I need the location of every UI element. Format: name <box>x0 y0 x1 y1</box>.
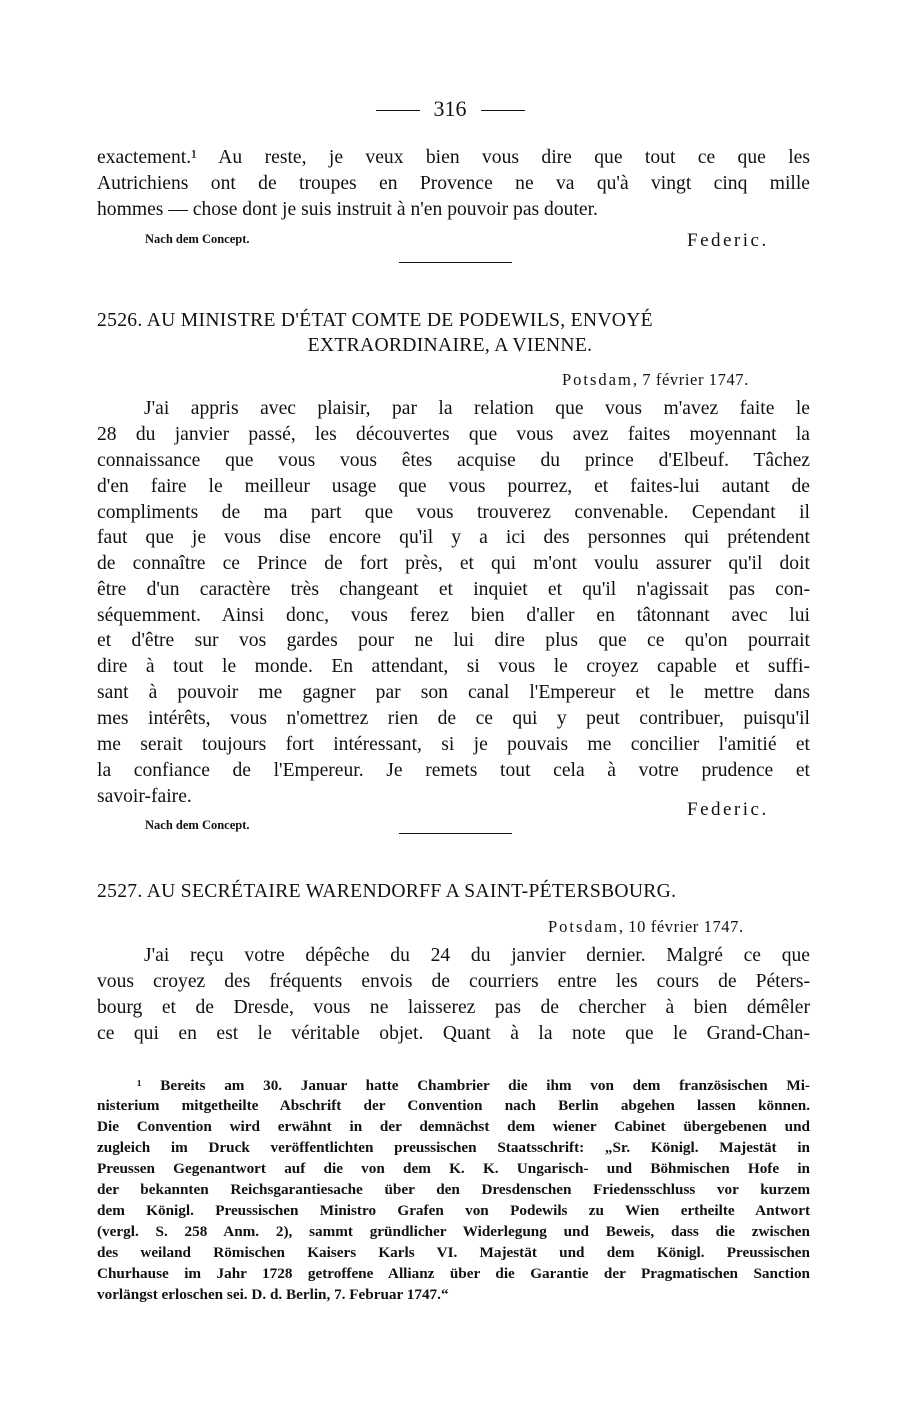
source-note: Nach dem Concept. <box>145 818 250 832</box>
letter-line: connaissance que vous vous êtes acquise du prince d'Elbeuf. Tâchez <box>97 450 810 471</box>
letter-line: dire à tout le monde. En attendant, si vous le croyez capable et suffi- <box>97 656 810 677</box>
letter-line: vous croyez des fréquents envois de courriers entre les cours de Péters- <box>97 971 810 992</box>
footnote-line: zugleich im Druck veröffentlichten preussischen Staatsschrift: „Sr. Königl. Majestät in <box>97 1139 810 1156</box>
letter-line <box>97 396 810 422</box>
header-dash-left <box>376 110 420 111</box>
section-divider <box>399 833 512 834</box>
letter-line: d'en faire le meilleur usage que vous pourrez, et faites-lui autant de <box>97 476 810 497</box>
dateline <box>562 370 749 390</box>
footnote-line: Die Convention wird erwähnt in der demnächst dem wiener Cabinet übergebenen und <box>97 1118 810 1135</box>
letter-line: et d'être sur vos gardes pour ne lui dire plus que ce qu'on pourrait <box>97 630 810 651</box>
page-number: 316 <box>433 96 467 121</box>
footnote-line: (vergl. S. 258 Anm. 2), sammt gründlicher Widerlegung und Beweis, dass die zwischen <box>97 1223 810 1240</box>
page-header <box>0 96 900 122</box>
dateline-date: , 7 février 1747. <box>632 370 749 389</box>
dateline <box>548 917 744 937</box>
letter-line: me serait toujours fort intéressant, si je pouvais me concilier l'amitié et <box>97 734 810 755</box>
signature: Federic. <box>687 230 769 251</box>
letter-line: bourg et de Dresde, vous ne laisserez pas de chercher à bien démêler <box>97 997 810 1018</box>
footnote-line: dem Königl. Preussischen Ministro Grafen von Podewils zu Wien ertheilte Antwort <box>97 1202 810 1219</box>
footnote-line: des weiland Römischen Kaisers Karls VI. Majestät und dem Königl. Preussischen <box>97 1244 810 1261</box>
letter-line: de connaître ce Prince de fort près, et qui m'ont voulu assurer qu'il doit <box>97 553 810 574</box>
footnote-line: nisterium mitgetheilte Abschrift der Convention nach Berlin abgehen lassen können. <box>97 1097 810 1114</box>
footnote-line <box>97 1076 810 1096</box>
letter-line: séquemment. Ainsi donc, vous ferez bien d'aller en tâtonnant avec lui <box>97 605 810 626</box>
letter-line: être d'un caractère très changeant et inquiet et qu'il n'agissait pas con- <box>97 579 810 600</box>
footnote-line: Preussen Gegenantwort auf die von dem K. K. Ungarisch- und Böhmischen Hofe in <box>97 1160 810 1177</box>
dateline-place: Potsdam <box>562 370 633 389</box>
dateline-date: , 10 février 1747. <box>618 917 744 936</box>
letter-line: faut que je vous dise encore qu'il y a ici des personnes qui prétendent <box>97 527 810 548</box>
prev-letter-line: hommes — chose dont je suis instruit à n'en pouvoir pas douter. <box>97 199 598 220</box>
footnote-line: Churhause im Jahr 1728 getroffene Allianz über die Garantie der Pragmatischen Sanction <box>97 1265 810 1282</box>
prev-letter-line: exactement.¹ Au reste, je veux bien vous dire que tout ce que les <box>97 147 810 168</box>
letter-heading: 2527. AU SECRÉTAIRE WARENDORFF A SAINT-PÉTERSBOURG. <box>97 881 677 902</box>
letter-line: ce qui en est le véritable objet. Quant à la note que le Grand-Chan- <box>97 1023 810 1044</box>
letter-line: sant à pouvoir me gagner par son canal l'Empereur et le mettre dans <box>97 682 810 703</box>
letter-line: compliments de ma part que vous trouverez convenable. Cependant il <box>97 502 810 523</box>
section-divider <box>399 262 512 263</box>
letter-line: la confiance de l'Empereur. Je remets tout cela à votre prudence et <box>97 760 810 781</box>
footnote-line-text: ¹ Bereits am 30. Januar hatte Chambrier die ihm von dem französischen Mi- <box>137 1077 810 1094</box>
letter-heading-continued: EXTRAORDINAIRE, A VIENNE. <box>307 335 593 356</box>
letter-line: 28 du janvier passé, les découvertes que vous avez faites moyennant la <box>97 424 810 445</box>
letter-line: savoir-faire. <box>97 786 192 807</box>
letter-line: mes intérêts, vous n'omettrez rien de ce qui y peut contribuer, puisqu'il <box>97 708 810 729</box>
header-dash-right <box>481 110 525 111</box>
dateline-place: Potsdam <box>548 917 619 936</box>
source-note: Nach dem Concept. <box>145 232 250 246</box>
signature: Federic. <box>687 799 769 820</box>
letter-line <box>97 943 810 969</box>
prev-letter-line: Autrichiens ont de troupes en Provence ne va qu'à vingt cinq mille <box>97 173 810 194</box>
letter-heading: 2526. AU MINISTRE D'ÉTAT COMTE DE PODEWILS, ENVOYÉ <box>97 310 653 331</box>
footnote-line: der bekannten Reichsgarantiesache über den Dresdenschen Friedensschluss vor kurzem <box>97 1181 810 1198</box>
letter-line-text: J'ai reçu votre dépêche du 24 du janvier dernier. Malgré ce que <box>144 945 810 966</box>
footnote-line: vorlängst erloschen sei. D. d. Berlin, 7. Februar 1747.“ <box>97 1286 449 1303</box>
letter-line-text: J'ai appris avec plaisir, par la relation que vous m'avez faite le <box>144 398 810 419</box>
